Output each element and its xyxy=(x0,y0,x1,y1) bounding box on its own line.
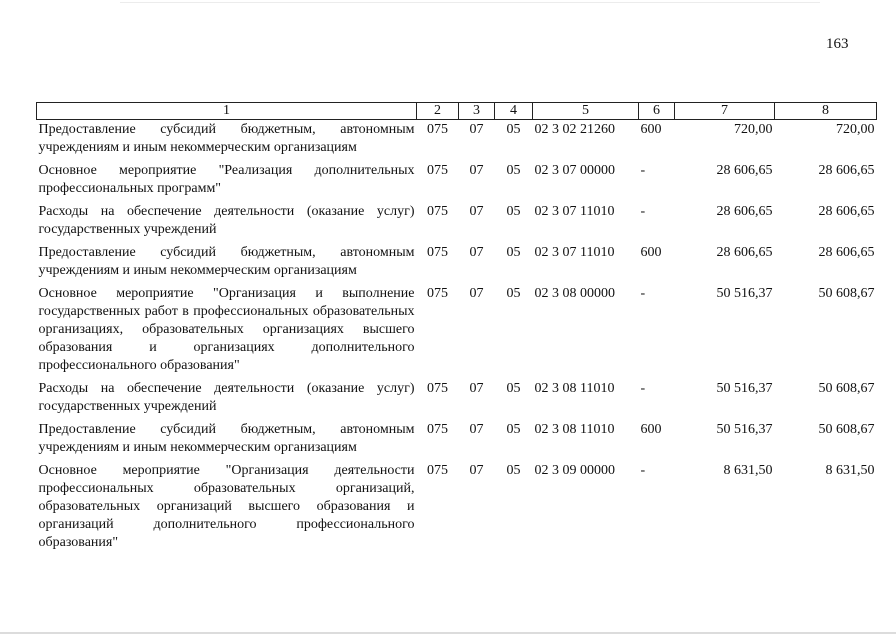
row-department-code: 075 xyxy=(427,122,448,137)
header-col-6: 6 xyxy=(639,103,675,120)
page-number: 163 xyxy=(826,36,849,52)
row-target-article: 02 3 07 11010 xyxy=(534,204,615,219)
row-description: Предоставление субсидий бюджетным, автономным учреждениям и иным некоммерческим организациям xyxy=(38,245,415,278)
header-col-4: 4 xyxy=(495,103,533,120)
row-target-article: 02 3 08 00000 xyxy=(534,286,615,301)
table-row xyxy=(37,420,877,461)
row-description: Предоставление субсидий бюджетным, автономным учреждениям и иным некоммерческим организациям xyxy=(38,422,415,455)
row-section-code: 07 xyxy=(469,422,484,437)
row-amount-2: 50 608,67 xyxy=(818,422,875,437)
scan-artifact-top xyxy=(120,2,820,3)
header-row xyxy=(37,103,877,120)
budget-table xyxy=(36,102,877,556)
header-col-1: 1 xyxy=(37,103,417,120)
row-target-article: 02 3 07 11010 xyxy=(534,245,615,260)
table-header xyxy=(37,103,877,120)
header-col-8: 8 xyxy=(775,103,877,120)
table-row xyxy=(37,379,877,420)
row-description: Предоставление субсидий бюджетным, автономным учреждениям и иным некоммерческим организациям xyxy=(38,122,415,155)
table-row xyxy=(37,202,877,243)
row-subsection-code: 05 xyxy=(506,122,521,137)
row-amount-1: 28 606,65 xyxy=(716,163,773,178)
row-section-code: 07 xyxy=(469,463,484,478)
row-description: Основное мероприятие "Организация и выполнение государственных работ в профессиональных образовательных организациях, образовательных организациях высшего образования и организациях дополнительного профессионального образования" xyxy=(38,286,415,373)
row-amount-1: 28 606,65 xyxy=(716,204,773,219)
table-body xyxy=(37,120,877,557)
row-expense-type: - xyxy=(640,204,646,219)
scan-artifact-bottom xyxy=(0,632,896,634)
row-department-code: 075 xyxy=(427,204,448,219)
table-row xyxy=(37,461,877,556)
row-description: Основное мероприятие "Реализация дополнительных профессиональных программ" xyxy=(38,163,415,196)
row-amount-1: 8 631,50 xyxy=(723,463,773,478)
row-expense-type: 600 xyxy=(640,122,662,137)
header-col-7: 7 xyxy=(675,103,775,120)
row-amount-2: 28 606,65 xyxy=(818,163,875,178)
row-expense-type: - xyxy=(640,463,646,478)
header-col-3: 3 xyxy=(459,103,495,120)
row-target-article: 02 3 02 21260 xyxy=(534,122,615,137)
row-department-code: 075 xyxy=(427,463,448,478)
row-amount-2: 720,00 xyxy=(836,122,875,137)
row-expense-type: 600 xyxy=(640,422,662,437)
row-subsection-code: 05 xyxy=(506,286,521,301)
row-department-code: 075 xyxy=(427,422,448,437)
row-section-code: 07 xyxy=(469,204,484,219)
row-amount-1: 50 516,37 xyxy=(716,422,773,437)
table-row xyxy=(37,243,877,284)
row-amount-2: 28 606,65 xyxy=(818,204,875,219)
row-amount-2: 50 608,67 xyxy=(818,381,875,396)
row-subsection-code: 05 xyxy=(506,204,521,219)
row-subsection-code: 05 xyxy=(506,163,521,178)
row-target-article: 02 3 08 11010 xyxy=(534,422,615,437)
row-description: Расходы на обеспечение деятельности (оказание услуг) государственных учреждений xyxy=(38,381,415,414)
row-subsection-code: 05 xyxy=(506,463,521,478)
table-row xyxy=(37,161,877,202)
header-col-5: 5 xyxy=(533,103,639,120)
row-section-code: 07 xyxy=(469,286,484,301)
row-department-code: 075 xyxy=(427,381,448,396)
row-department-code: 075 xyxy=(427,245,448,260)
row-section-code: 07 xyxy=(469,245,484,260)
row-department-code: 075 xyxy=(427,286,448,301)
table-row xyxy=(37,284,877,379)
row-description: Расходы на обеспечение деятельности (оказание услуг) государственных учреждений xyxy=(38,204,415,237)
row-section-code: 07 xyxy=(469,163,484,178)
row-amount-1: 50 516,37 xyxy=(716,381,773,396)
row-amount-1: 28 606,65 xyxy=(716,245,773,260)
row-expense-type: - xyxy=(640,381,646,396)
table-row xyxy=(37,120,877,162)
row-section-code: 07 xyxy=(469,381,484,396)
row-target-article: 02 3 08 11010 xyxy=(534,381,615,396)
header-col-2: 2 xyxy=(417,103,459,120)
row-amount-2: 8 631,50 xyxy=(825,463,875,478)
row-subsection-code: 05 xyxy=(506,381,521,396)
row-target-article: 02 3 07 00000 xyxy=(534,163,615,178)
row-amount-2: 50 608,67 xyxy=(818,286,875,301)
row-expense-type: - xyxy=(640,286,646,301)
row-expense-type: - xyxy=(640,163,646,178)
row-department-code: 075 xyxy=(427,163,448,178)
row-amount-1: 720,00 xyxy=(734,122,773,137)
row-subsection-code: 05 xyxy=(506,245,521,260)
row-section-code: 07 xyxy=(469,122,484,137)
row-description: Основное мероприятие "Организация деятельности профессиональных образовательных организаций, образовательных организаций высшего образования и организаций дополнительного профессионального образования" xyxy=(38,463,415,550)
row-subsection-code: 05 xyxy=(506,422,521,437)
row-expense-type: 600 xyxy=(640,245,662,260)
row-amount-2: 28 606,65 xyxy=(818,245,875,260)
row-amount-1: 50 516,37 xyxy=(716,286,773,301)
row-target-article: 02 3 09 00000 xyxy=(534,463,615,478)
